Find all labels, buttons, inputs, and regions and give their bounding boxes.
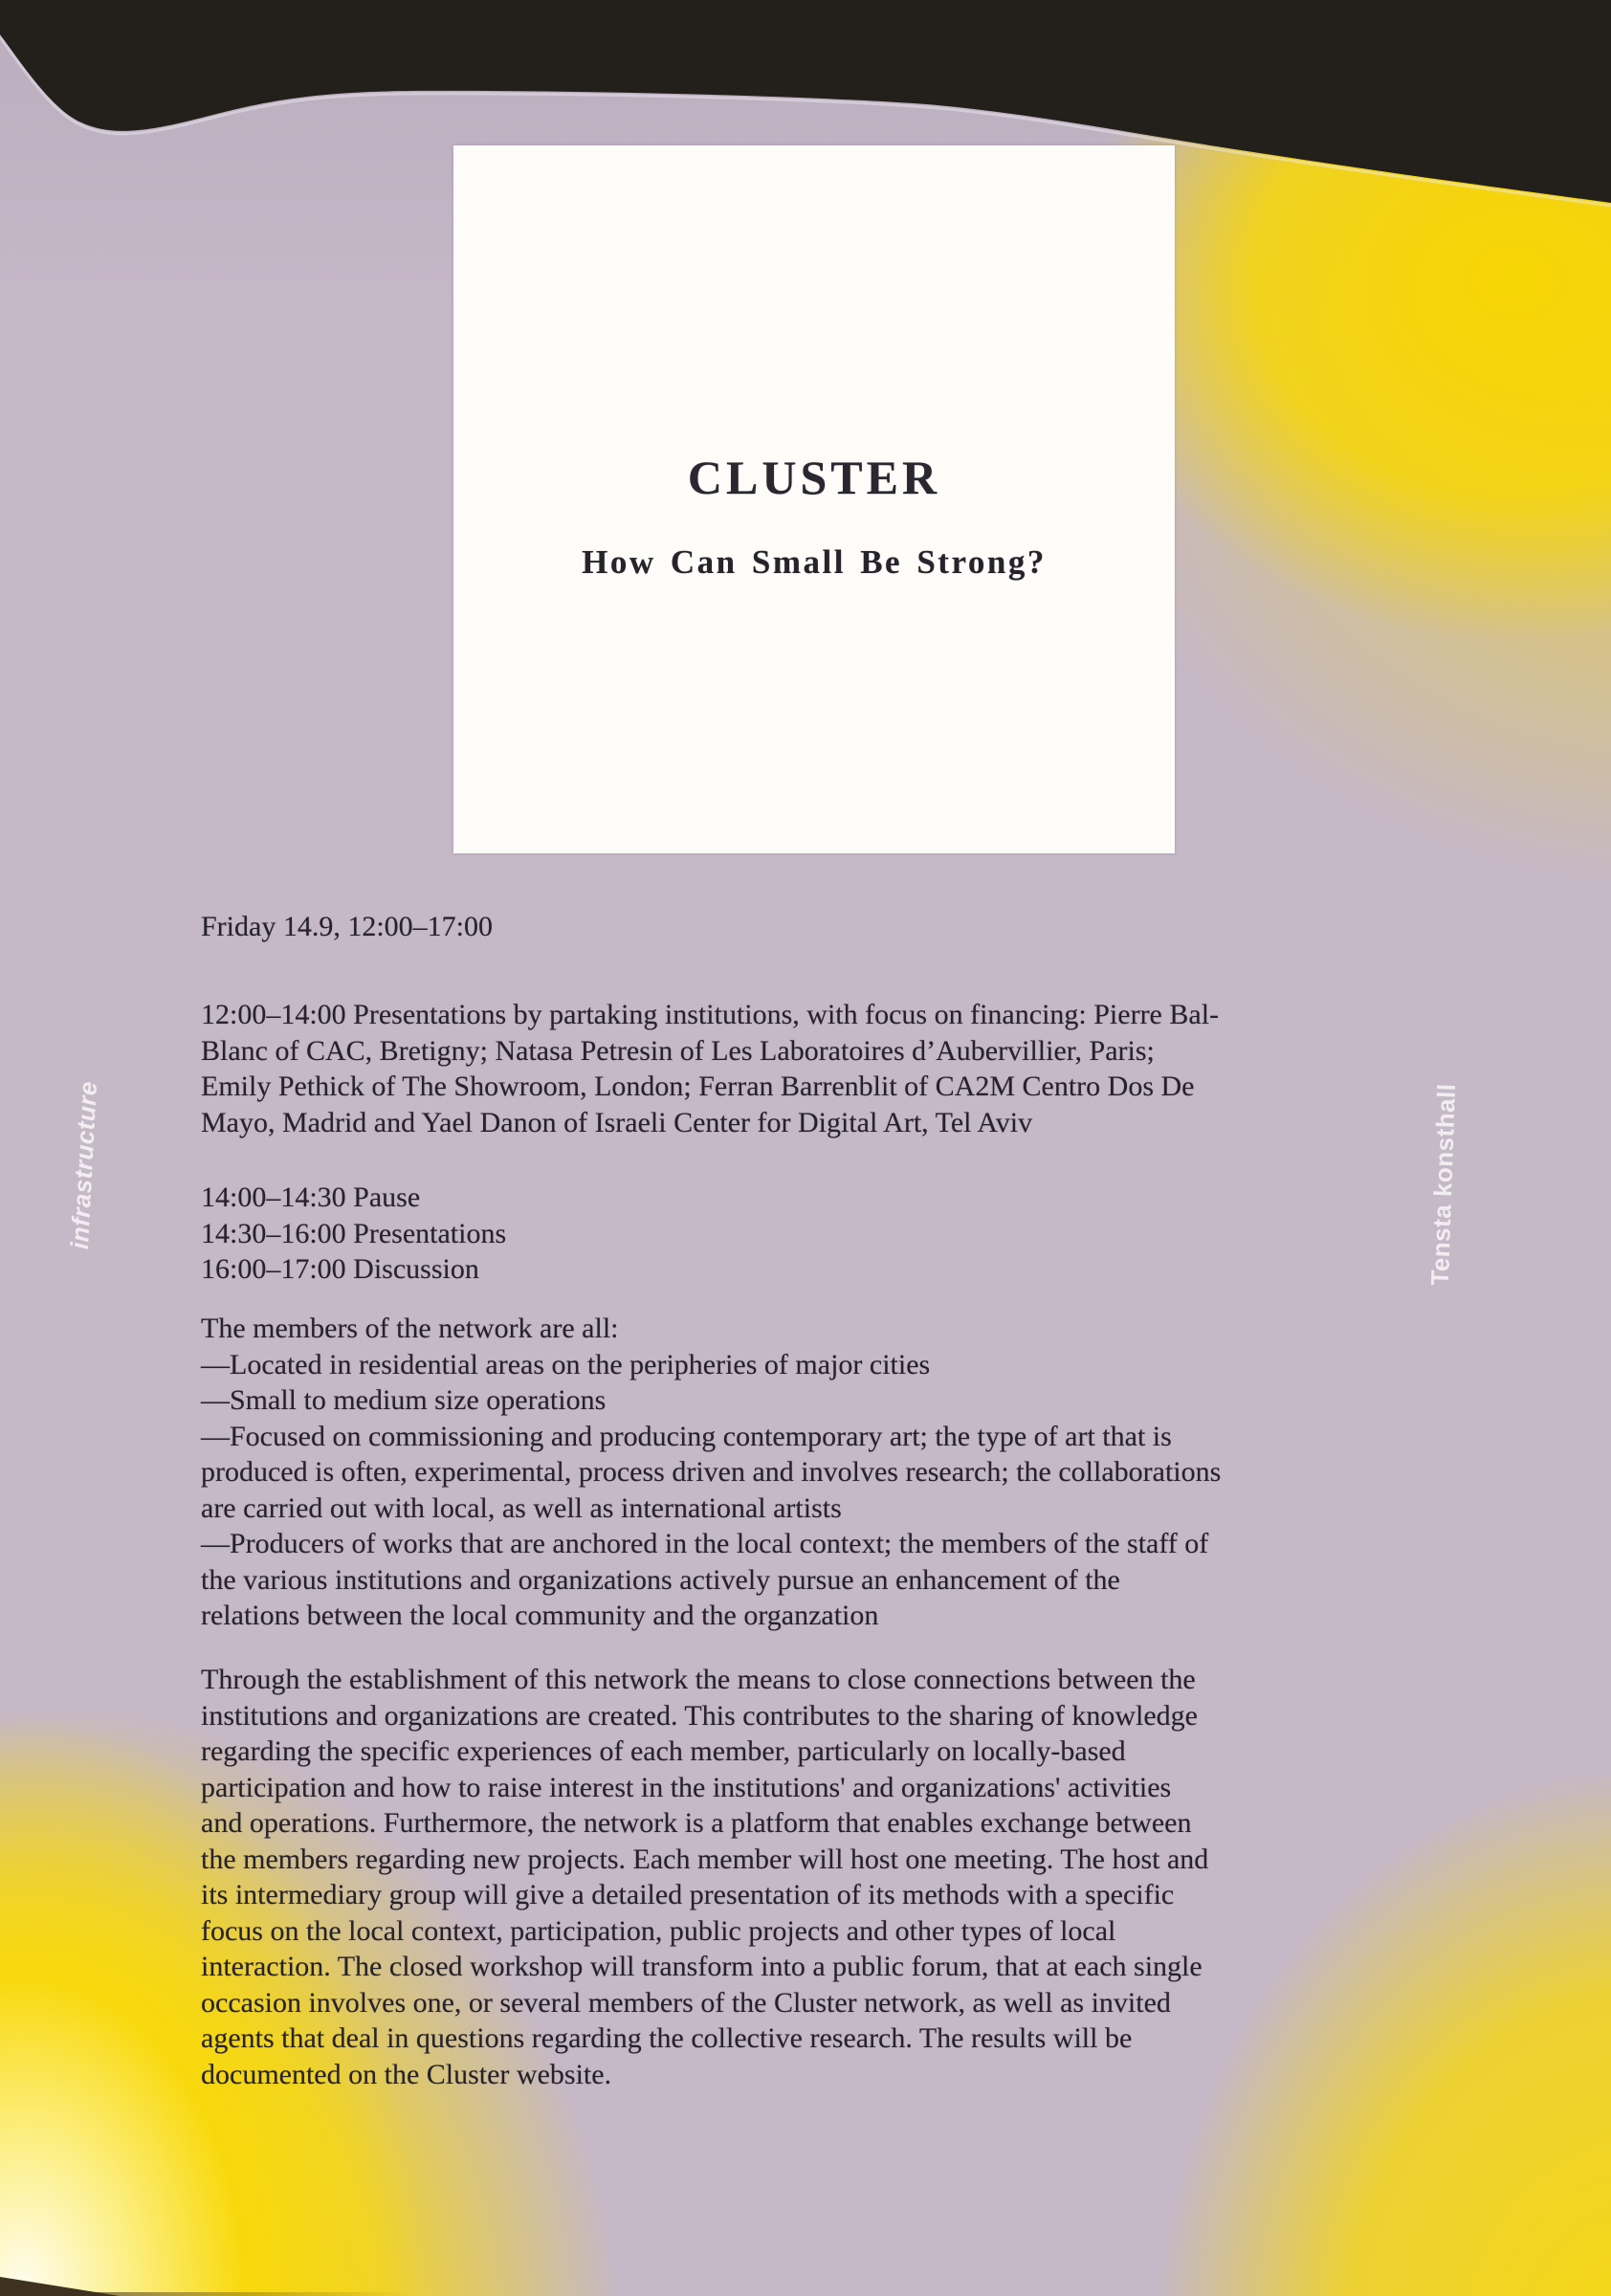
title-card bbox=[453, 145, 1175, 853]
text-line: —Located in residential areas on the peripheries of major cities bbox=[201, 1348, 931, 1380]
text-line: Emily Pethick of The Showroom, London; Ferran Barrenblit of CA2M Centro Dos De bbox=[201, 1071, 1195, 1102]
text-line: Blanc of CAC, Bretigny; Natasa Petresin of Les Laboratoires d’Aubervillier, Paris; bbox=[201, 1034, 1155, 1067]
scan-edge-bottom-left-wedge bbox=[0, 2277, 120, 2296]
text-line: interaction. The closed workshop will transform into a public forum, that at each single bbox=[201, 1951, 1203, 1982]
text-line: 14:30–16:00 Presentations bbox=[201, 1217, 507, 1249]
text-line: and operations. Furthermore, the network is a platform that enables exchange between bbox=[201, 1807, 1192, 1839]
text-line: regarding the specific experiences of each member, particularly on locally-based bbox=[201, 1735, 1126, 1767]
text-line: The members of the network are all: bbox=[201, 1313, 619, 1344]
presentations-paragraph bbox=[201, 997, 1464, 1140]
text-line: produced is often, experimental, process driven and involves research; the collaborations bbox=[201, 1456, 1222, 1488]
members-list bbox=[201, 1311, 1464, 1634]
text-line: —Small to medium size operations bbox=[201, 1384, 607, 1416]
text-line: its intermediary group will give a detailed presentation of its methods with a specific bbox=[201, 1879, 1175, 1910]
text-line: Mayo, Madrid and Yael Danon of Israeli Center for Digital Art, Tel Aviv bbox=[201, 1106, 1033, 1138]
text-line: —Producers of works that are anchored in the local context; the members of the staff of bbox=[201, 1528, 1209, 1559]
text-line: 12:00–14:00 Presentations by partaking institutions, with focus on financing: Pierre Bal- bbox=[201, 999, 1220, 1030]
event-date-line: Friday 14.9, 12:00–17:00 bbox=[201, 911, 493, 942]
margin-label-tensta-konsthall: Tensta konsthall bbox=[1424, 1082, 1462, 1287]
text-line: the members regarding new projects. Each member will host one meeting. The host and bbox=[201, 1843, 1209, 1875]
schedule-list bbox=[201, 1180, 1464, 1288]
text-line: Through the establishment of this network the means to close connections between the bbox=[201, 1664, 1196, 1695]
text-line: focus on the local context, participation, public projects and other types of local bbox=[201, 1914, 1116, 1947]
text-line: documented on the Cluster website. bbox=[201, 2058, 612, 2090]
text-line: the various institutions and organizations actively pursue an enhancement of the bbox=[201, 1563, 1120, 1596]
text-line: relations between the local community and the organzation bbox=[201, 1600, 879, 1631]
text-line: 16:00–17:00 Discussion bbox=[201, 1253, 479, 1285]
text-line: —Focused on commissioning and producing contemporary art; the type of art that is bbox=[201, 1420, 1172, 1452]
network-paragraph bbox=[201, 1662, 1464, 2092]
text-line: 14:00–14:30 Pause bbox=[201, 1181, 421, 1213]
page-title: CLUSTER bbox=[687, 451, 941, 504]
margin-label-infrastructure: infrastructure bbox=[64, 1080, 103, 1250]
page-subtitle: How Can Small Be Strong? bbox=[582, 543, 1047, 581]
text-line: participation and how to raise interest in the institutions' and organizations' activities bbox=[201, 1771, 1172, 1803]
text-line: are carried out with local, as well as international artists bbox=[201, 1491, 842, 1524]
text-line: agents that deal in questions regarding the collective research. The results will be bbox=[201, 2022, 1133, 2054]
text-line: institutions and organizations are created. This contributes to the sharing of knowledge bbox=[201, 1699, 1198, 1732]
text-line: occasion involves one, or several members of the Cluster network, as well as invited bbox=[201, 1986, 1171, 2019]
